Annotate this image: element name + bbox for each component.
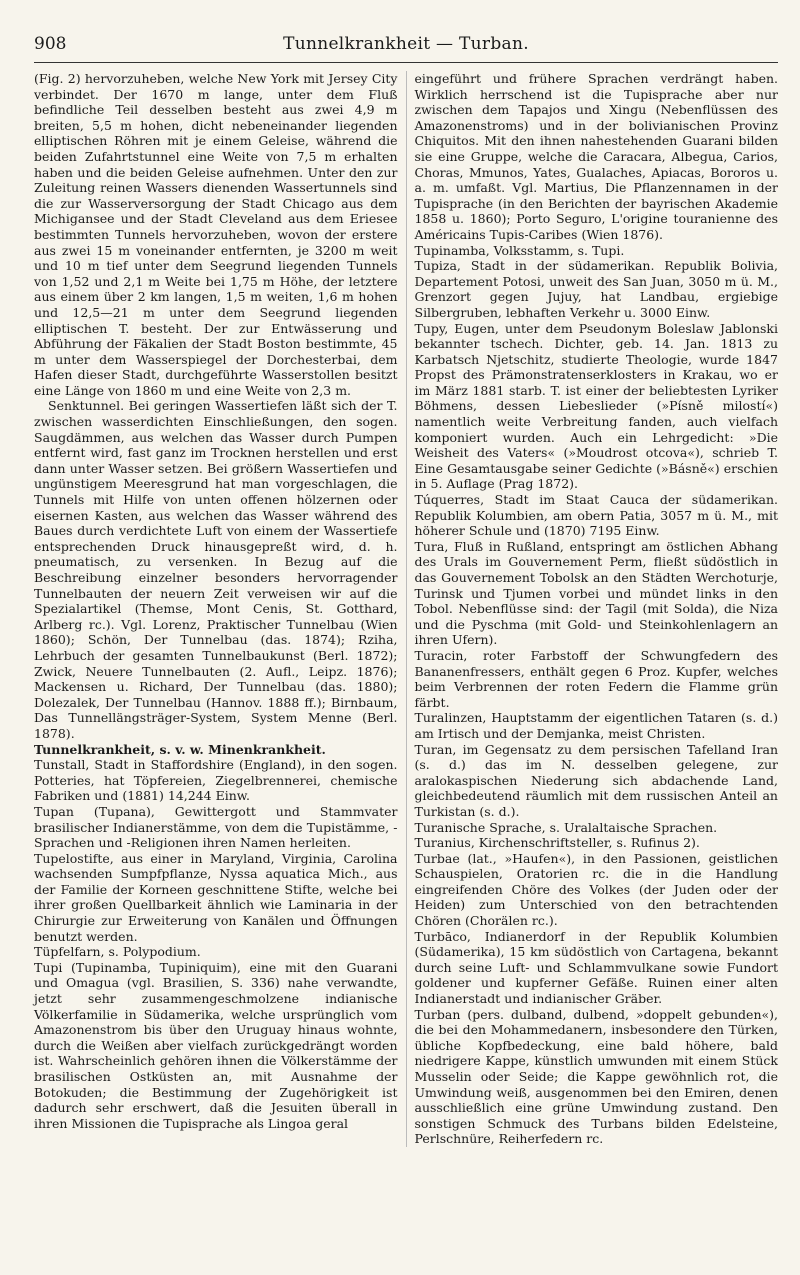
page-number: 908 [34,34,67,54]
entry-tupinamba: Tupinamba, Volksstamm, s. Tupi. [414,242,625,258]
entry-paragraph: (Fig. 2) hervorzuheben, welche New York mit Jersey City verbindet. Der 1670 m lange, unter dem Fluß befindliche Teil desselben besteht aus zwei 4,9 m breiten, 5,5 m hohen, dicht nebeneinander liegenden elliptischen Röhren mit je einem Geleise, während die beiden Zufahrtstunnel eine Weite von 7,5 m erhalten haben und die beiden Geleise aufnehmen. Unter den zur Zuleitung reinen Wassers dienenden Wassertunnels sind die zur Wasserversorgung der Stadt Chicago aus dem Michigansee und der Stadt Cleveland aus dem Eriesee bestimmten Tunnels hervorzuheben, wovon der erstere aus zwei 15 m voneinander entfernten, je 3200 m weit und 10 m tief unter dem Seegrund liegenden Tunnels von 1,52 und 2,1 m Weite bei 1,75 m Höhe, der letztere aus einem über 2 km langen, 1,5 m weiten, 1,6 m hohen und 12,5—21 m unter dem Seegrund liegenden elliptischen T. besteht. Der zur Entwässerung und Abführung der Fäkalien der Stadt Boston bestimmte, 45 m unter dem Wasserspiegel der Dorchesterbai, dem Hafen dieser Stadt, durchgeführte Wasserstollen besitzt eine Länge von 1860 m und eine Weite von 2,3 m. [34,71,398,398]
entry-tupelostifte: Tupelostifte, aus einer in Maryland, Virginia, Carolina wachsenden Sumpfpflanze, Nyssa aquatica Mich., aus der Familie der Korneen geschnittene Stifte, welche bei ihrer großen Quellbarkeit ähnlich wie Laminaria in der Chirurgie zur Erweiterung von Kanälen und Öffnungen benutzt werden. [34,850,398,944]
left-column [34,71,406,1147]
entry-turanius: Turanius, Kirchenschriftsteller, s. Rufinus 2). [414,835,700,851]
entry-turanische-sprache: Turanische Sprache, s. Uralaltaische Sprachen. [414,819,718,835]
entry-tupan: Tupan (Tupana), Gewittergott und Stammvater brasilischer Indianerstämme, von dem die Tupistämme, -Sprachen und -Religionen ihren Namen herleiten. [34,803,398,851]
right-column [406,71,779,1147]
entry-tupy: Tupy, Eugen, unter dem Pseudonym Boleslaw Jablonski bekannter tschech. Dichter, geb. 14. Jan. 1813 zu Karbatsch Njetschitz, studierte Theologie, wurde 1847 Propst des Prämonstratenserklosters in Krakau, wo er im März 1881 starb. T. ist einer der beliebtesten Lyriker Böhmens, dessen Liebeslieder (»Písně milostí«) namentlich weite Verbreitung fanden, auch vielfach komponiert wurden. Auch ein Lehrgedicht: »Die Weisheit des Vaters« (»Moudrost otcova«), schrieb T. Eine Gesamtausgabe seiner Gedichte (»Básně«) erschien in 5. Auflage (Prag 1872). [414,320,778,492]
entry-turbaco: Turbāco, Indianerdorf in der Republik Kolumbien (Südamerika), 15 km südöstlich von Cartagena, bekannt durch seine Luft- und Schlammvulkane sowie Fundort goldener und kupferner Gefäße. Ruinen einer alten Indianerstadt und indianischer Gräber. [414,928,778,1007]
running-title: Tunnelkrankheit — Turban. [283,34,529,54]
entry-tura: Tura, Fluß in Rußland, entspringt am östlichen Abhang des Urals im Gouvernement Perm, fließt südöstlich in das Gouvernement Tobolsk an den Städten Werchoturje, Turinsk und Tjumen vorbei und mündet links in den Tobol. Nebenflüsse sind: der Tagil (mit Solda), die Niza und die Pyschma (mit Gold- und Steinkohlenlagern an ihren Ufern). [414,538,778,648]
entry-paragraph: eingeführt und frühere Sprachen verdrängt haben. Wirklich herrschend ist die Tupisprache aber nur zwischen dem Tapajos und Xingu (Nebenflüssen des Amazonenstroms) und in der bolivianischen Provinz Chiquitos. Mit den ihnen nahestehenden Guarani bilden sie eine Gruppe, welche die Caracara, Albegua, Carios, Choras, Mmunos, Yates, Gualaches, Apiacas, Bororos u. a. m. umfaßt. Vgl. Martius, Die Pflanzennamen in der Tupisprache (in den Berichten der bayrischen Akademie 1858 u. 1860); Porto Seguro, L'origine touranienne des Américains Tupis-Caribes (Wien 1876). [414,71,778,242]
entry-tunstall: Tunstall, Stadt in Staffordshire (England), in den sogen. Potteries, hat Töpfereien, Ziegelbrennerei, chemische Fabriken und (1881) 14,244 Einw. [34,757,398,804]
entry-turbae: Turbae (lat., »Haufen«), in den Passionen, geistlichen Schauspielen, Oratorien rc. die in die Handlung eingreifenden Chöre des Volkes (der Juden oder der Heiden) zum Unterschied von den betrachtenden Chören (Chorälen rc.). [414,850,778,929]
text-columns [34,71,778,1147]
entry-paragraph: Senktunnel. Bei geringen Wassertiefen läßt sich der T. zwischen wasserdichten Einschließungen, den sogen. Saugdämmen, aus welchen das Wasser durch Pumpen entfernt wird, fast ganz im Trocknen herstellen und erst dann unter Wasser setzen. Bei größern Wassertiefen und ungünstigem Meeresgrund hat man vorgeschlagen, die Tunnels mit Hilfe von unten offenen hölzernen oder eisernen Kasten, aus welchen das Wasser während des Baues durch verdichtete Luft von einem der Wassertiefe entsprechenden Druck hinausgepreßt wird, d. h. pneumatisch, zu versenken. In Bezug auf die Beschreibung einzelner besonders hervorragender Tunnelbauten der neuern Zeit verweisen wir auf die Spezialartikel (Themse, Mont Cenis, St. Gotthard, Arlberg rc.). Vgl. Lorenz, Praktischer Tunnelbau (Wien 1860); Schön, Der Tunnelbau (das. 1874); Rziha, Lehrbuch der gesamten Tunnelbaukunst (Berl. 1872); Zwick, Neuere Tunnelbauten (2. Aufl., Leipz. 1876); Mackensen u. Richard, Der Tunnelbau (das. 1880); Dolezalek, Der Tunnelbau (Hannov. 1888 ff.); Birnbaum, Das Tunnellängsträger-System, System Menne (Berl. 1878). [34,398,398,741]
entry-tuepfelfarn: Tüpfelfarn, s. Polypodium. [34,944,201,960]
entry-tunnelkrankheit: Tunnelkrankheit, s. v. w. Minenkrankheit. [34,741,326,757]
entry-turban: Turban (pers. dulband, dulbend, »doppelt gebunden«), die bei den Mohammedanern, insbesondere den Türken, übliche Kopfbedeckung, eine bald höhere, bald niedrigere Kappe, künstlich umwunden mit einem Stück Musselin oder Seide; die Kappe gewöhnlich rot, die Umwindung weiß, ausgenommen bei den Emiren, denen ausschließlich eine grüne Umwindung zustand. Den sonstigen Schmuck des Turbans bilden Edelsteine, Perlschnüre, Reiherfedern rc. [414,1006,778,1147]
entry-turan: Turan, im Gegensatz zu dem persischen Tafelland Iran (s. d.) das im N. desselben gelegene, zur aralokaspischen Niederung sich abdachende Land, gleichbedeutend räumlich mit dem russischen Anteil an Turkistan (s. d.). [414,741,778,819]
entry-turacin: Turacin, roter Farbstoff der Schwungfedern des Bananenfressers, enthält gegen 6 Proz. Kupfer, welches beim Verbrennen der roten Federn die Flamme grün färbt. [414,647,778,710]
entry-tupi: Tupi (Tupinamba, Tupiniquim), eine mit den Guarani und Omagua (vgl. Brasilien, S. 336) nahe verwandte, jetzt sehr zusammengeschmolzene indianische Völkerfamilie in Südamerika, welche ursprünglich vom Amazonenstrom bis über den Uruguay hinaus wohnte, durch die Weißen aber vielfach zurückgedrängt worden ist. Wahrscheinlich gehören ihnen die Völkerstämme der brasilischen Ostküsten an, mit Ausnahme der Botokuden; die Bestimmung der Zugehörigkeit ist dadurch sehr erschwert, daß die Jesuiten überall in ihren Missionen die Tupisprache als Lingoa geral [34,959,398,1131]
entry-tupiza: Tupiza, Stadt in der südamerikan. Republik Bolivia, Departement Potosi, unweit des San Juan, 3050 m ü. M., Grenzort gegen Jujuy, hat Landbau, ergiebige Silbergruben, lebhaften Verkehr u. 3000 Einw. [414,258,778,320]
entry-tuquerres: Túquerres, Stadt im Staat Cauca der südamerikan. Republik Kolumbien, am obern Patia, 3057 m ü. M., mit höherer Schule und (1870) 7195 Einw. [414,492,778,539]
entry-turalinzen: Turalinzen, Hauptstamm der eigentlichen Tataren (s. d.) am Irtisch und der Demjanka, meist Christen. [414,710,778,741]
page-header [34,32,778,63]
